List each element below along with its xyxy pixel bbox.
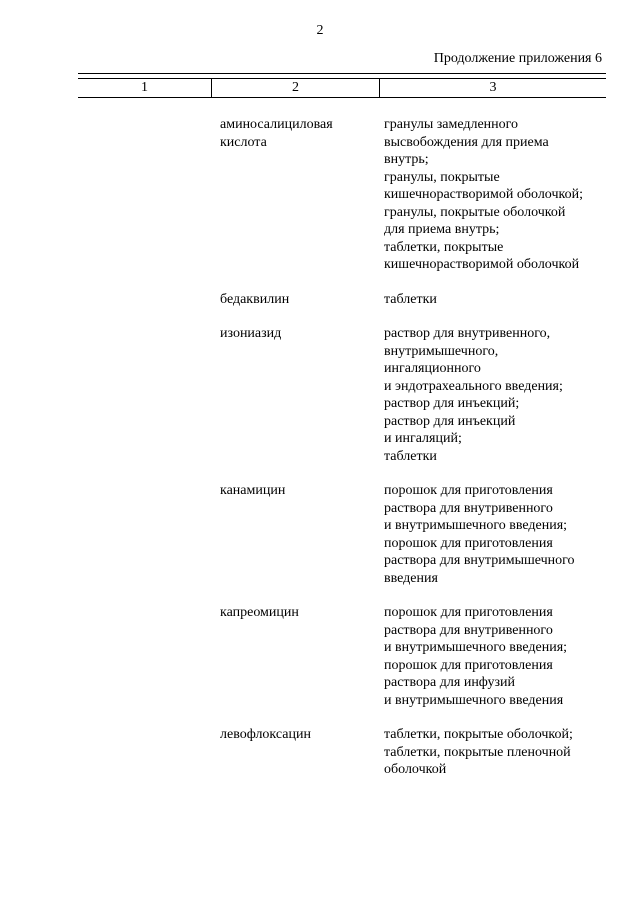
dosage-form-line: раствора для инфузий bbox=[384, 675, 516, 690]
dosage-form-line: ингаляционного bbox=[384, 361, 481, 376]
dosage-form-line: таблетки, покрытые bbox=[384, 239, 504, 255]
continuation-label: Продолжение приложения 6 bbox=[433, 51, 602, 66]
drug-name-line: канамицин bbox=[220, 483, 286, 498]
drug-name bbox=[220, 325, 384, 465]
dosage-form-line: порошок для приготовления bbox=[384, 483, 553, 498]
table-row bbox=[0, 116, 640, 274]
table-row bbox=[0, 291, 640, 309]
dosage-form-line: и внутримышечного введения bbox=[384, 692, 564, 708]
dosage-forms bbox=[384, 482, 614, 587]
dosage-form-line: внутрь; bbox=[384, 152, 429, 167]
dosage-form-line: гранулы замедленного bbox=[384, 117, 519, 132]
dosage-form-line: таблетки, покрытые оболочкой; bbox=[384, 727, 573, 742]
dosage-form-line: таблетки bbox=[384, 448, 437, 464]
dosage-form-line: раствор для внутривенного, bbox=[384, 326, 551, 341]
header-col-1: 1 bbox=[78, 79, 212, 97]
dosage-form-line: гранулы, покрытые оболочкой bbox=[384, 204, 566, 220]
dosage-form-line: введения bbox=[384, 570, 438, 586]
header-col-2: 2 bbox=[212, 79, 380, 97]
drug-name-line: капреомицин bbox=[220, 605, 299, 620]
dosage-form-line: таблетки bbox=[384, 291, 437, 307]
drug-name bbox=[220, 482, 384, 587]
dosage-form-line: гранулы, покрытые bbox=[384, 169, 500, 185]
drug-name-line: изониазид bbox=[220, 326, 282, 341]
page-number: 2 bbox=[316, 23, 324, 38]
dosage-form-line: раствора для внутривенного bbox=[384, 622, 553, 638]
dosage-form-line: раствора для внутривенного bbox=[384, 500, 553, 516]
dosage-form-line: раствор для инъекций bbox=[384, 413, 516, 429]
dosage-form-line: высвобождения для приема bbox=[384, 134, 549, 150]
drug-name bbox=[220, 604, 384, 709]
dosage-form-line: и эндотрахеального введения; bbox=[384, 378, 563, 394]
drug-name-line: левофлоксацин bbox=[220, 727, 311, 742]
dosage-form-line: и внутримышечного введения; bbox=[384, 518, 568, 533]
table-row bbox=[0, 604, 640, 709]
table-header-row bbox=[78, 78, 606, 98]
dosage-form-line: кишечнорастворимой оболочкой bbox=[384, 257, 580, 272]
dosage-form-line: порошок для приготовления bbox=[384, 535, 553, 551]
dosage-form-line: раствора для внутримышечного bbox=[384, 553, 575, 568]
dosage-form-line: кишечнорастворимой оболочкой; bbox=[384, 187, 583, 202]
table-row bbox=[0, 482, 640, 587]
drug-list bbox=[0, 116, 640, 796]
dosage-form-line: для приема внутрь; bbox=[384, 222, 500, 237]
dosage-form-line: внутримышечного, bbox=[384, 343, 499, 359]
drug-name-line: бедаквилин bbox=[220, 291, 290, 307]
dosage-forms bbox=[384, 291, 614, 309]
dosage-form-line: порошок для приготовления bbox=[384, 657, 553, 673]
drug-name-line: кислота bbox=[220, 134, 267, 150]
dosage-forms bbox=[384, 116, 614, 274]
dosage-forms bbox=[384, 325, 614, 465]
dosage-forms bbox=[384, 604, 614, 709]
drug-name-line: аминосалициловая bbox=[220, 117, 333, 132]
header-col-3: 3 bbox=[489, 80, 497, 95]
drug-name bbox=[220, 726, 384, 779]
dosage-form-line: порошок для приготовления bbox=[384, 605, 553, 620]
table-row bbox=[0, 726, 640, 779]
dosage-form-line: раствор для инъекций; bbox=[384, 396, 520, 411]
drug-name bbox=[220, 116, 384, 274]
header-top-rule bbox=[78, 73, 606, 74]
dosage-forms bbox=[384, 726, 614, 779]
dosage-form-line: и ингаляций; bbox=[384, 431, 462, 446]
drug-name bbox=[220, 291, 384, 309]
dosage-form-line: и внутримышечного введения; bbox=[384, 640, 568, 655]
dosage-form-line: таблетки, покрытые пленочной bbox=[384, 744, 571, 760]
table-row bbox=[0, 325, 640, 465]
dosage-form-line: оболочкой bbox=[384, 762, 447, 777]
